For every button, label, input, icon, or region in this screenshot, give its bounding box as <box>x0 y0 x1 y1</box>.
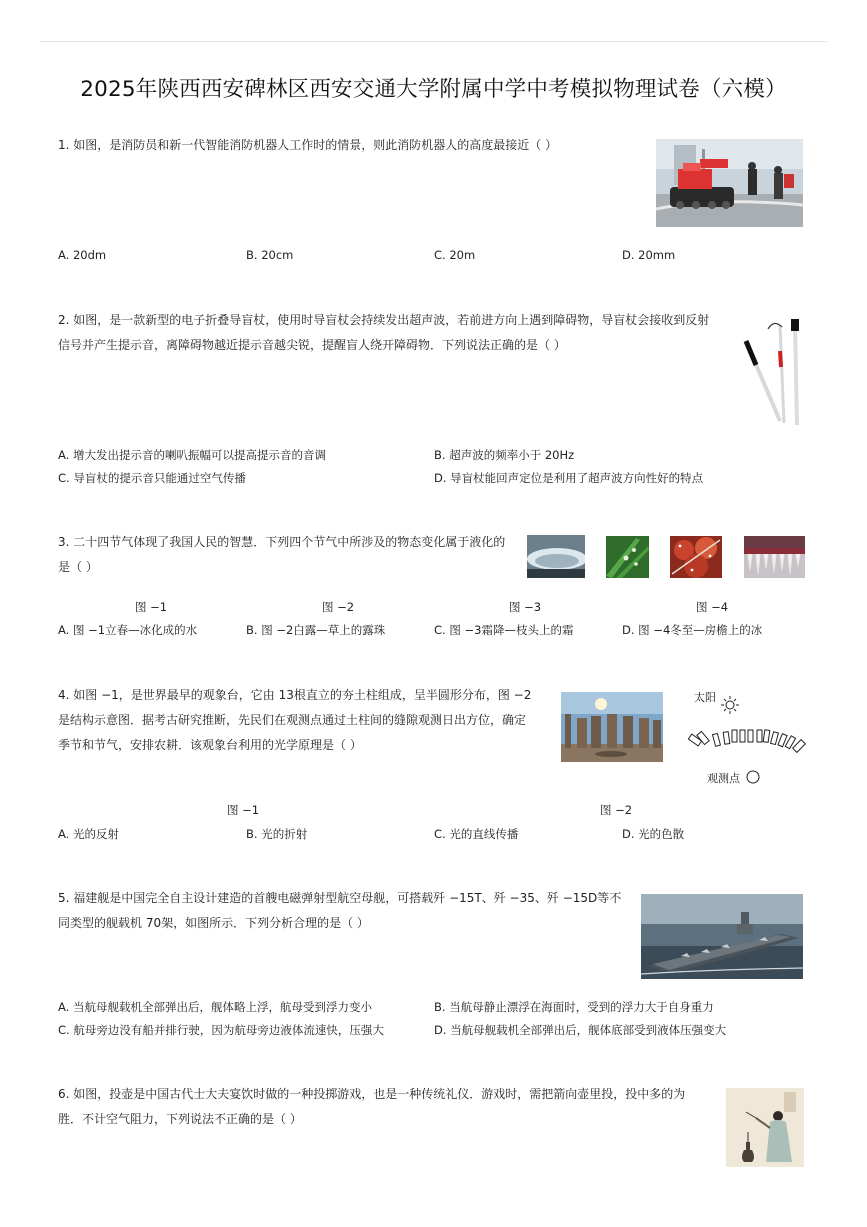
question-2-text: 2. 如图，是一款新型的电子折叠导盲杖，使用时导盲杖会持续发出超声波，若前进方向上遇到障碍物，导盲杖会接收到反射信号并产生提示音，离障碍物越近提示音越尖锐，提醒盲人绕开障碍物．下列说法正确的是（ ） <box>58 313 710 352</box>
question-5-option-a[interactable]: A. 当航母舰载机全部弹出后，舰体略上浮，航母受到浮力变小 <box>58 1000 372 1014</box>
carrier-photo <box>641 894 803 979</box>
dew-grass-photo <box>606 536 649 578</box>
cane-photo <box>740 315 806 427</box>
question-4-option-a[interactable]: A. 光的反射 <box>58 827 119 841</box>
question-5-text: 5. 福建舰是中国完全自主设计建造的首艘电磁弹射型航空母舰，可搭载歼 −15T、歼 −35、歼 −15D等不同类型的舰载机 70架，如图所示．下列分析合理的是（ ） <box>58 891 622 930</box>
question-3-option-a[interactable]: A. 图 −1立春—冰化成的水 <box>58 623 198 637</box>
question-1-option-d[interactable]: D. 20mm <box>622 248 676 262</box>
question-2-option-c[interactable]: C. 导盲杖的提示音只能通过空气传播 <box>58 471 246 485</box>
question-4-caption-2: 图 −2 <box>599 803 633 817</box>
sun-label: 太阳 <box>694 691 716 704</box>
question-1-option-a[interactable]: A. 20dm <box>58 248 107 262</box>
ice-water-photo <box>527 535 585 578</box>
question-4-option-d[interactable]: D. 光的色散 <box>622 827 685 841</box>
question-3-option-b[interactable]: B. 图 −2白露—草上的露珠 <box>246 623 386 637</box>
page-title: 2025年陕西西安碑林区西安交通大学附属中学中考模拟物理试卷（六模） <box>80 77 787 102</box>
question-3-caption-4: 图 −4 <box>695 600 729 614</box>
question-3-caption-3: 图 −3 <box>508 600 542 614</box>
observer-label: 观测点 <box>707 772 740 785</box>
question-4-text: 4. 如图 −1，是世界最早的观象台，它由 13根直立的夯土柱组成，呈半圆形分布，图 −2是结构示意图．据考古研究推断，先民们在观测点通过土柱间的缝隙观测日出方位，确定季节和节气，安排农耕．该观象台利用的光学原理是（ ） <box>58 688 532 752</box>
question-4-option-b[interactable]: B. 光的折射 <box>246 827 308 841</box>
question-3-option-c[interactable]: C. 图 −3霜降—枝头上的霜 <box>434 623 574 637</box>
observatory-photo <box>561 692 663 762</box>
question-3-option-d[interactable]: D. 图 −4冬至—房檐上的冰 <box>622 623 763 637</box>
frost-branch-photo <box>670 536 722 578</box>
question-1-option-b[interactable]: B. 20cm <box>246 248 294 262</box>
eave-ice-photo <box>744 536 805 578</box>
question-5-option-d[interactable]: D. 当航母舰载机全部弹出后，舰体底部受到液体压强变大 <box>434 1023 727 1037</box>
question-2-option-a[interactable]: A. 增大发出提示音的喇叭振幅可以提高提示音的音调 <box>58 448 326 462</box>
question-1-text: 1. 如图，是消防员和新一代智能消防机器人工作时的情景，则此消防机器人的高度最接近（ ） <box>58 138 558 152</box>
question-6-text: 6. 如图，投壶是中国古代士大夫宴饮时做的一种投掷游戏，也是一种传统礼仪．游戏时，需把箭向壶里投，投中多的为胜．不计空气阻力，下列说法不正确的是（ ） <box>58 1087 686 1126</box>
robot-photo <box>656 139 803 227</box>
question-3-text: 3. 二十四节气体现了我国人民的智慧．下列四个节气中所涉及的物态变化属于液化的是（ ） <box>58 535 506 574</box>
question-3-caption-1: 图 −1 <box>134 600 168 614</box>
touhu-painting <box>726 1088 804 1167</box>
question-2-option-d[interactable]: D. 导盲杖能回声定位是利用了超声波方向性好的特点 <box>434 471 704 485</box>
top-divider <box>40 41 827 42</box>
question-5-option-b[interactable]: B. 当航母静止漂浮在海面时，受到的浮力大于自身重力 <box>434 1000 714 1014</box>
question-2-option-b[interactable]: B. 超声波的频率小于 20Hz <box>434 448 575 462</box>
question-3-caption-2: 图 −2 <box>321 600 355 614</box>
question-1-option-c[interactable]: C. 20m <box>434 248 476 262</box>
question-5-option-c[interactable]: C. 航母旁边没有船并排行驶，因为航母旁边液体流速快，压强大 <box>58 1023 384 1037</box>
question-4-caption-1: 图 −1 <box>226 803 260 817</box>
question-4-option-c[interactable]: C. 光的直线传播 <box>434 827 519 841</box>
